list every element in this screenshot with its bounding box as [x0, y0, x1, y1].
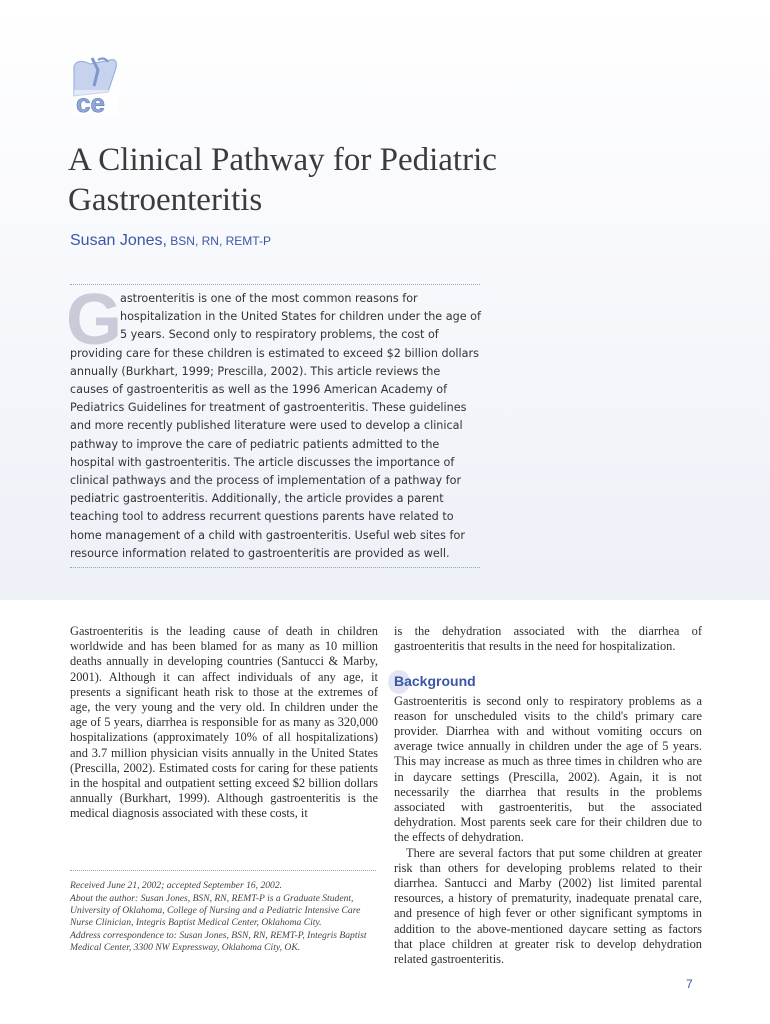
background-paragraph-1: Gastroenteritis is second only to respiratory problems as a reason for unscheduled visits to the child's primary care provider. Diarrhea with and without vomiting occurs on average twice annually in children under the age of 5 years. This may increase as much as three times in children who are in daycare settings (Prescilla, 2002). Again, it is not necessarily the diarrhea that results in the problems associated with gastroenteritis, but the associated dehydration. Most parents seek care for their children due to the effects of dehydration. — [394, 693, 702, 845]
left-column — [70, 624, 378, 822]
intro-paragraph: Gastroenteritis is the leading cause of death in children worldwide and has been blamed for as many as 10 million deaths annually in developing countries (Santucci & Marby, 2001). Although it can affect individuals of any age, it presents a significant heath risk to those at the extremes of age, the very young and the very old. In children under the age of 5 years, diarrhea is responsible for as many as 320,000 hospitalizations (approximately 10% of all hospitalizations) and 3.7 million physician visits annually in the United States (Prescilla, 2002). Estimated costs for caring for these patients in the hospital and outpatient setting exceed $2 billion dollars annually (Burkhart, 1999). Although gastroenteritis is the medical diagnosis associated with these costs, it — [70, 624, 378, 821]
background-paragraph-2: There are several factors that put some children at greater risk than others for developing problems related to their diarrhea. Santucci and Marby (2002) list limited parental resources, a history of prematurity, inadequate prenatal care, and presence of high fever or other significant symptoms in addition to the above-mentioned daycare setting as factors that place children at greater risk to develop dehydration related gastroenteritis. — [394, 845, 702, 967]
right-column — [394, 624, 702, 967]
received-note: Received June 21, 2002; accepted September 16, 2002. — [70, 880, 283, 891]
continuation-paragraph: is the dehydration associated with the diarrhea of gastroenteritis that results in the need for hospitalization. — [394, 624, 702, 654]
correspondence-note: Address correspondence to: Susan Jones, BSN, RN, REMT-P, Integris Baptist Medical Center, 3300 NW Expressway, Oklahoma City, OK. — [70, 930, 367, 953]
background-heading-text: Background — [394, 673, 476, 690]
page-number: 7 — [686, 977, 693, 991]
about-author-note: About the author: Susan Jones, BSN, RN, REMT-P is a Graduate Student, University of Oklahoma, College of Nursing and a Pediatric Intensive Care Nurse Clinician, Integris Baptist Medical Center, Oklahoma City. — [70, 893, 361, 928]
author-credentials: BSN, RN, REMT-P — [166, 234, 271, 248]
abstract-bottom-rule — [70, 567, 480, 568]
footnote-rule — [70, 870, 376, 871]
abstract-top-rule — [70, 284, 480, 285]
author-byline — [70, 232, 271, 250]
drop-cap-space — [70, 290, 120, 344]
footnotes — [70, 880, 378, 955]
background-heading — [394, 674, 702, 689]
logo-text: ce — [76, 88, 105, 118]
author-name: Susan Jones, — [70, 232, 167, 249]
article-title: A Clinical Pathway for Pediatric Gastroenteritis — [68, 142, 497, 218]
scroll-ce-icon — [68, 56, 128, 120]
abstract-text — [70, 290, 482, 563]
ce-logo — [68, 56, 128, 120]
abstract-body: astroenteritis is one of the most common reasons for hospitalization in the United States for children under the age of 5 years. Second only to respiratory problems, the cost of providing care for these children is estimated to exceed $2 billion dollars annually (Burkhart, 1999; Prescilla, 2002). This article reviews the causes of gastroenteritis as well as the 1996 American Academy of Pediatrics Guidelines for treatment of gastroenteritis. These guidelines and more recently published literature were used to develop a clinical pathway to improve the care of pediatric patients admitted to the hospital with gastroenteritis. The article discusses the importance of clinical pathways and the process of implementation of a pathway for pediatric gastroenteritis. Additionally, the article provides a parent teaching tool to address recurrent questions parents have related to home management of a child with gastroenteritis. Useful web sites for resource information related to gastroenteritis are provided as well. — [70, 292, 481, 560]
drop-cap: G — [66, 280, 123, 360]
